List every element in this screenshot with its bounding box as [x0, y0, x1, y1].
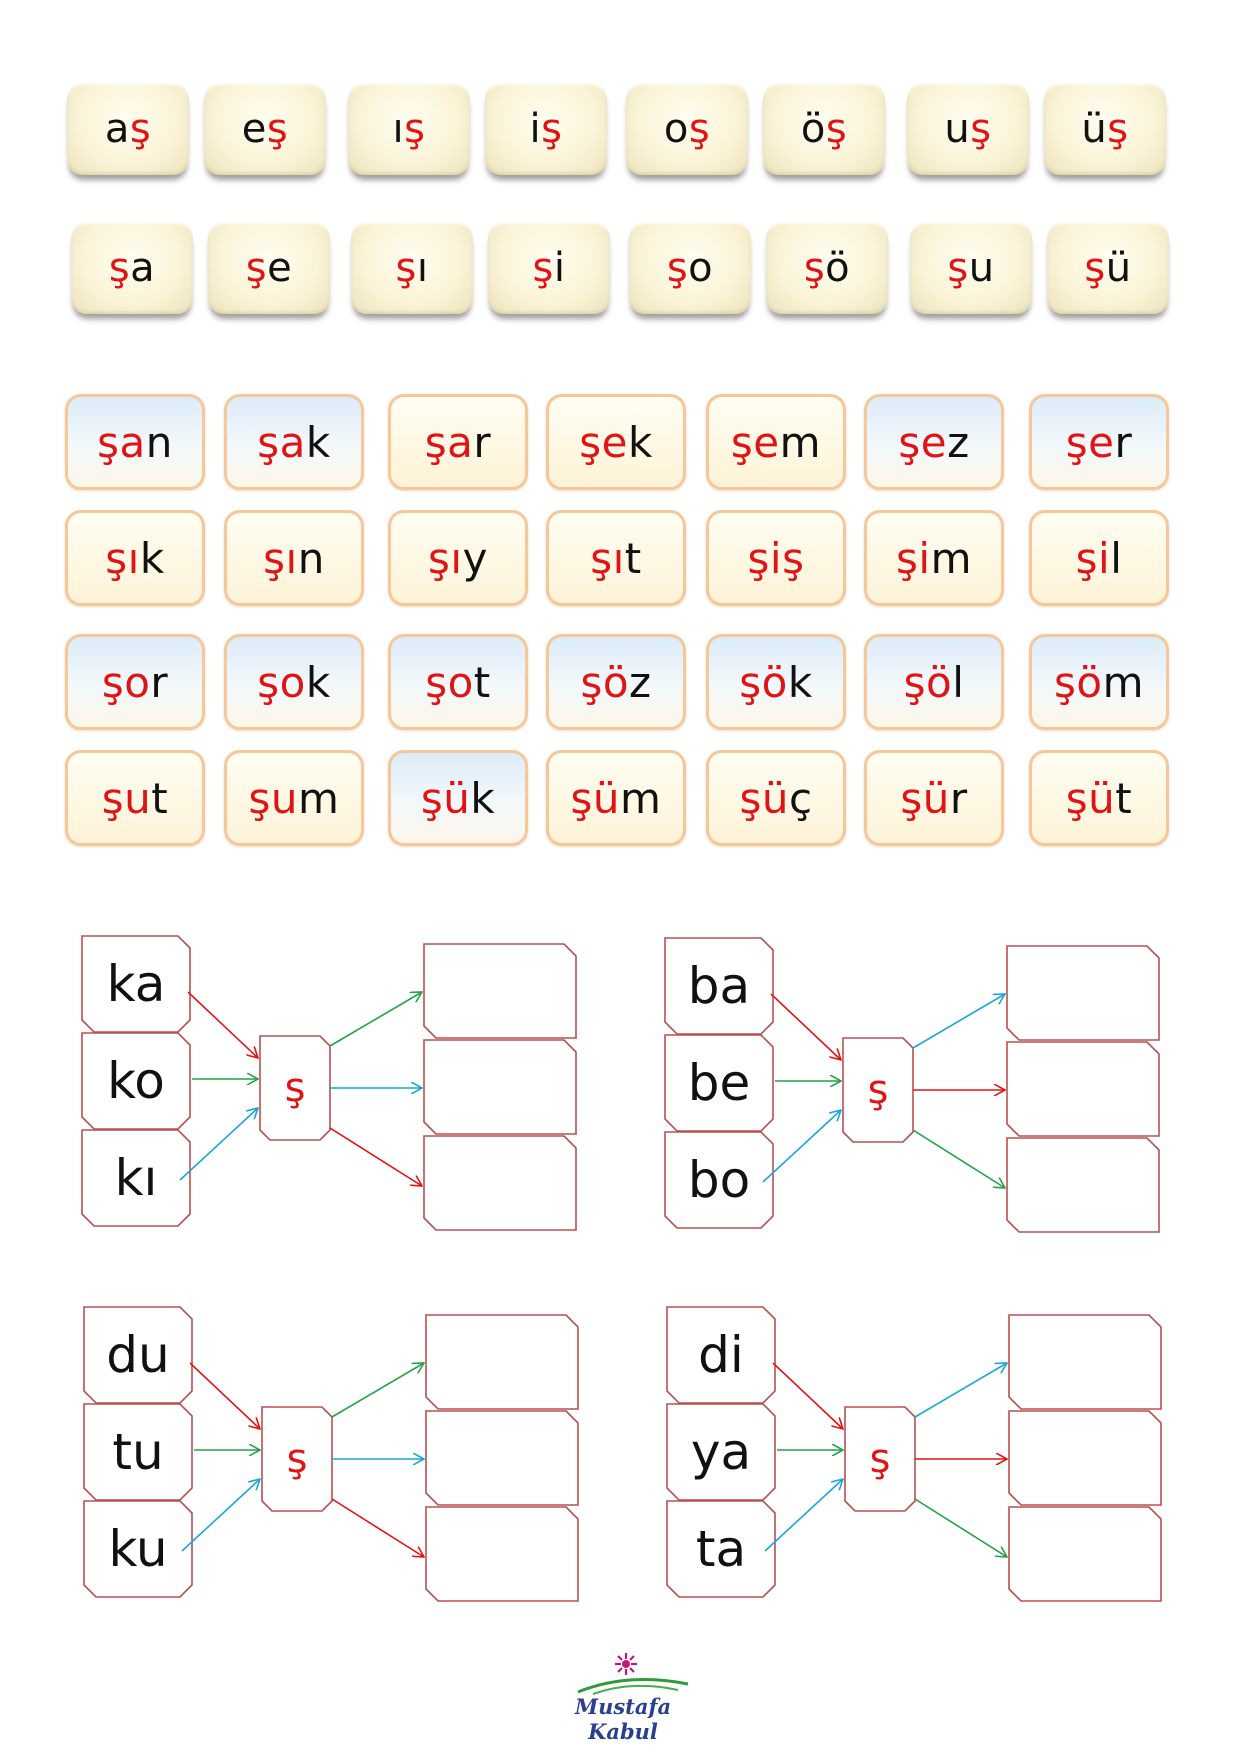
syllable-card: şu m — [224, 750, 364, 846]
diagram-word-box: bo — [687, 1151, 751, 1209]
syllable-card: şe m — [706, 394, 846, 490]
syllable-card: şü t — [1029, 750, 1169, 846]
syllable-card: şu t — [65, 750, 205, 846]
flower-swoosh-logo-icon — [538, 1650, 708, 1700]
diagram-word-box: ko — [107, 1052, 165, 1110]
diagram-arrow — [330, 1128, 422, 1186]
answer-box-outline — [426, 1507, 578, 1601]
syllable-tile: ş ö — [766, 222, 888, 314]
syllable-tile: ş ü — [1047, 222, 1169, 314]
diagram-center-letter: ş — [867, 1067, 889, 1113]
syllable-card: şö m — [1029, 634, 1169, 730]
answer-box-outline — [1009, 1411, 1161, 1505]
diagram-arrow — [913, 994, 1005, 1048]
syllable-card: şö z — [546, 634, 686, 730]
answer-box-outline — [426, 1411, 578, 1505]
syllable-tile: ş o — [629, 222, 751, 314]
syllable-tile: ş a — [71, 222, 193, 314]
diagram-arrow — [913, 1130, 1005, 1188]
syllable-tile: i ş — [485, 83, 607, 175]
diagram-word-box: ka — [106, 955, 166, 1013]
diagram-word-box: di — [698, 1326, 744, 1384]
author-logo — [538, 1650, 708, 1744]
diagram-center-letter: ş — [284, 1065, 306, 1111]
syllable-card: şo r — [65, 634, 205, 730]
diagram-center-letter: ş — [286, 1436, 308, 1482]
syllable-tile: ü ş — [1044, 83, 1166, 175]
syllable-card: şü ç — [706, 750, 846, 846]
answer-box-outline — [1009, 1507, 1161, 1601]
answer-box-outline — [426, 1315, 578, 1409]
diagram-arrow — [763, 1110, 841, 1182]
syllable-card: şe r — [1029, 394, 1169, 490]
syllable-card: şı y — [388, 510, 528, 606]
syllable-card: şi ş — [706, 510, 846, 606]
syllable-tile: u ş — [907, 83, 1029, 175]
answer-box-outline — [424, 1040, 576, 1134]
diagram-word-box: be — [687, 1054, 751, 1112]
syllable-card: şö l — [864, 634, 1004, 730]
syllable-card: şa k — [224, 394, 364, 490]
syllable-tile: ş i — [488, 222, 610, 314]
answer-box-outline — [1007, 1042, 1159, 1136]
diagram-arrow — [915, 1499, 1007, 1557]
syllable-card: şı t — [546, 510, 686, 606]
answer-box-outline — [1007, 946, 1159, 1040]
syllable-card: şe k — [546, 394, 686, 490]
syllable-card: şa r — [388, 394, 528, 490]
answer-box-outline — [1007, 1138, 1159, 1232]
syllable-tile: ş u — [910, 222, 1032, 314]
syllable-card: şo t — [388, 634, 528, 730]
diagram-word-box: tu — [112, 1423, 164, 1481]
diagram-arrow — [190, 1363, 260, 1429]
syllable-tile: ş ı — [351, 222, 473, 314]
diagram-arrow — [182, 1479, 260, 1551]
diagram-arrow — [330, 992, 422, 1046]
answer-box-outline — [1009, 1315, 1161, 1409]
diagram-arrow — [180, 1108, 258, 1180]
diagram-arrow — [771, 994, 841, 1060]
diagram-center-letter: ş — [869, 1436, 891, 1482]
diagram-word-box: ku — [108, 1520, 168, 1578]
diagram-word-box: kı — [114, 1149, 158, 1207]
syllable-tile: a ş — [67, 83, 189, 175]
diagram-arrow — [915, 1363, 1007, 1417]
syllable-tile: ö ş — [763, 83, 885, 175]
diagram-word-box: ta — [695, 1520, 747, 1578]
syllable-card: şı k — [65, 510, 205, 606]
diagram-word-box: ba — [687, 957, 751, 1015]
diagram-word-box: ya — [690, 1423, 752, 1481]
answer-box-outline — [424, 944, 576, 1038]
syllable-card: şe z — [864, 394, 1004, 490]
author-name: Mustafa Kabul — [574, 1694, 672, 1744]
syllable-tile: e ş — [204, 83, 326, 175]
syllable-card: şı n — [224, 510, 364, 606]
syllable-card: şö k — [706, 634, 846, 730]
diagram-arrow — [765, 1479, 843, 1551]
diagram-word-box: du — [106, 1326, 170, 1384]
syllable-card: şo k — [224, 634, 364, 730]
diagram-arrow — [332, 1363, 424, 1417]
syllable-tile: o ş — [626, 83, 748, 175]
syllable-card: şa n — [65, 394, 205, 490]
diagram-arrow — [773, 1363, 843, 1429]
answer-box-outline — [424, 1136, 576, 1230]
syllable-tile: ı ş — [348, 83, 470, 175]
syllable-card: şi m — [864, 510, 1004, 606]
syllable-card: şü k — [388, 750, 528, 846]
diagram-arrow — [188, 992, 258, 1058]
syllable-card: şü m — [546, 750, 686, 846]
syllable-card: şi l — [1029, 510, 1169, 606]
syllable-tile: ş e — [208, 222, 330, 314]
syllable-card: şü r — [864, 750, 1004, 846]
diagram-arrow — [332, 1499, 424, 1557]
